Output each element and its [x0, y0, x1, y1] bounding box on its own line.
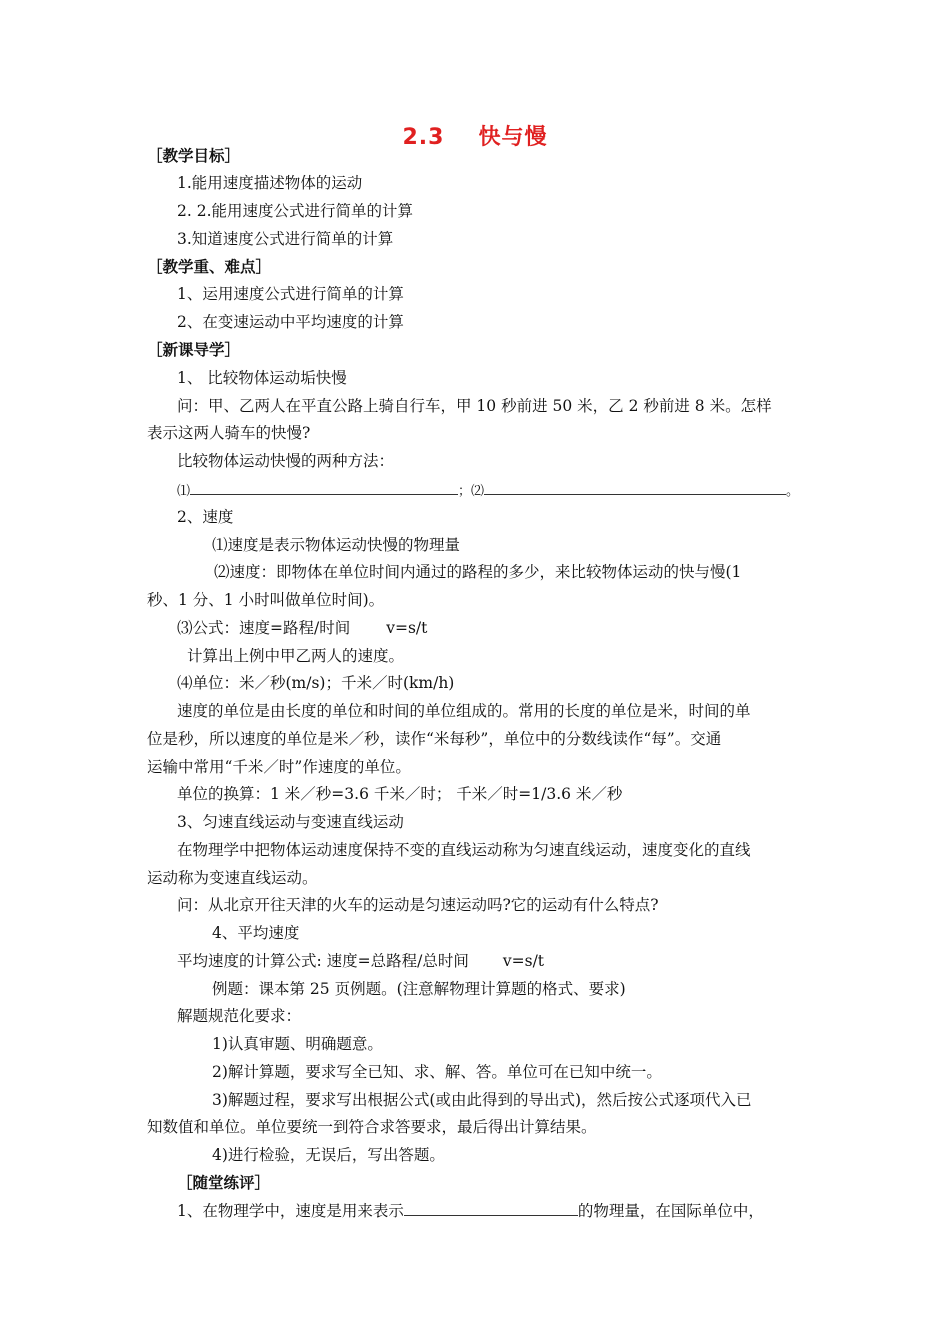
practice-question-1	[177, 1201, 764, 1221]
method-end: 。	[786, 484, 800, 499]
section-3-title: 3、匀速直线运动与变速直线运动	[177, 813, 404, 831]
average-speed-formula	[177, 951, 544, 971]
goals-heading: ［教学目标］	[147, 147, 241, 165]
speed-point-3	[177, 618, 427, 638]
norm-intro: 解题规范化要求：	[177, 1007, 302, 1025]
average-formula-label: 平均速度的计算公式: 速度=总路程/总时间	[177, 952, 469, 970]
method-1-blank[interactable]	[190, 480, 458, 495]
speed-point-2-line-2: 秒、1 分、1 小时叫做单位时间)。	[147, 591, 385, 609]
question-1-line-1: 问：甲、乙两人在平直公路上骑自行车，甲 10 秒前进 50 米，乙 2 秒前进 8 米。怎样	[177, 397, 772, 415]
title-text: 快与慢	[478, 125, 548, 150]
method-separator: ；⑵	[458, 484, 485, 499]
speed-formula: v=s/t	[386, 619, 428, 637]
question-1-line-2: 表示这两人骑车的快慢?	[147, 424, 311, 442]
practice-q1-after: 的物理量，在国际单位中，	[577, 1202, 764, 1220]
section-2-title: 2、速度	[177, 508, 234, 526]
unit-paragraph-line-1: 速度的单位是由长度的单位和时间的单位组成的。常用的长度的单位是米，时间的单	[177, 702, 751, 720]
method-2-blank[interactable]	[484, 480, 786, 495]
uniform-motion-line-1: 在物理学中把物体运动速度保持不变的直线运动称为匀速直线运动，速度变化的直线	[177, 841, 751, 859]
example-note: 例题：课本第 25 页例题。(注意解物理计算题的格式、要求)	[212, 980, 626, 998]
title-number: 2.3	[402, 125, 445, 150]
new-lesson-heading: ［新课导学］	[147, 341, 241, 359]
norm-item-1: 1)认真审题、明确题意。	[212, 1035, 383, 1053]
speed-point-4: ⑷单位：米／秒(m/s)；千米／时(km/h)	[177, 674, 455, 692]
page-title	[0, 120, 950, 151]
practice-heading: ［随堂练评］	[177, 1174, 271, 1192]
norm-item-4: 4)进行检验，无误后，写出答题。	[212, 1146, 445, 1164]
practice-q1-blank[interactable]	[404, 1201, 578, 1216]
method-1-label: ⑴	[177, 484, 191, 499]
norm-item-3-line-2: 知数值和单位。单位要统一到符合求答要求，最后得出计算结果。	[147, 1118, 597, 1136]
speed-formula-label: ⑶公式：速度=路程/时间	[177, 619, 351, 637]
unit-paragraph-line-3: 运输中常用“千米／时”作速度的单位。	[147, 758, 411, 776]
key-point-2: 2、在变速运动中平均速度的计算	[177, 313, 404, 331]
methods-intro: 比较物体运动快慢的两种方法：	[177, 452, 395, 470]
question-2: 问：从北京开往天津的火车的运动是匀速运动吗?它的运动有什么特点?	[177, 896, 659, 914]
uniform-motion-line-2: 运动称为变速直线运动。	[147, 869, 318, 887]
practice-q1-before: 1、在物理学中，速度是用来表示	[177, 1202, 404, 1220]
goal-item-2: 2. 2.能用速度公式进行简单的计算	[177, 202, 414, 220]
methods-blanks	[177, 480, 799, 502]
section-4-title: 4、平均速度	[212, 924, 300, 942]
key-point-1: 1、运用速度公式进行简单的计算	[177, 285, 404, 303]
unit-paragraph-line-2: 位是秒，所以速度的单位是米／秒，读作“米每秒”，单位中的分数线读作“每”。交通	[147, 730, 722, 748]
speed-calc-task: 计算出上例中甲乙两人的速度。	[187, 647, 405, 665]
goal-item-1: 1.能用速度描述物体的运动	[177, 174, 363, 192]
speed-point-2-line-1: ⑵速度：即物体在单位时间内通过的路程的多少，来比较物体运动的快与慢(1	[214, 563, 742, 581]
average-formula: v=s/t	[502, 952, 545, 970]
unit-conversion: 单位的换算：1 米／秒=3.6 千米／时； 千米／时=1/3.6 米／秒	[177, 785, 623, 803]
speed-point-1: ⑴速度是表示物体运动快慢的物理量	[212, 536, 461, 554]
goal-item-3: 3.知道速度公式进行简单的计算	[177, 230, 394, 248]
key-points-heading: ［教学重、难点］	[147, 258, 272, 276]
norm-item-2: 2)解计算题，要求写全已知、求、解、答。单位可在已知中统一。	[212, 1063, 662, 1081]
section-1-title: 1、 比较物体运动垢快慢	[177, 369, 347, 387]
norm-item-3-line-1: 3)解题过程，要求写出根据公式(或由此得到的导出式)，然后按公式逐项代入已	[212, 1091, 752, 1109]
